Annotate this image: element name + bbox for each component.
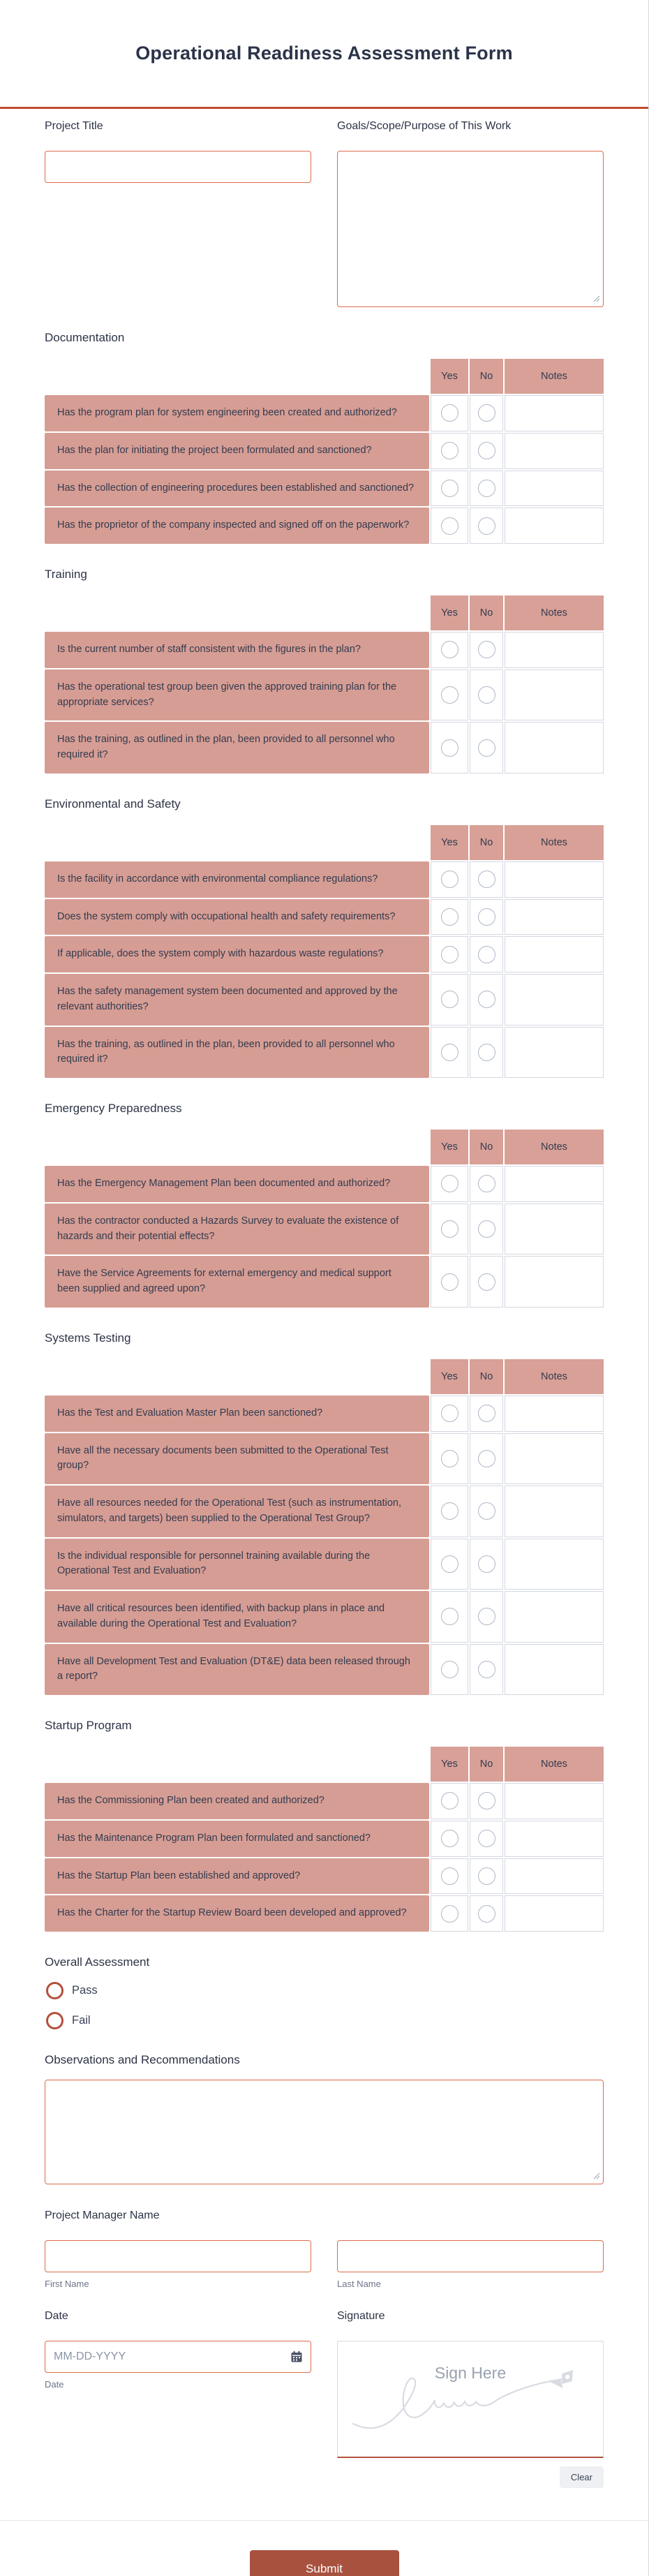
matrix-notes-cell (505, 1166, 604, 1202)
matrix-column-header: Yes (431, 595, 468, 630)
matrix-question-cell: Has the program plan for system engineering been created and authorized? (45, 395, 429, 431)
matrix-yes-cell[interactable] (431, 1486, 468, 1537)
matrix-column-header: Notes (505, 1359, 604, 1394)
matrix-notes-input[interactable] (505, 862, 603, 897)
matrix-notes-cell (505, 936, 604, 972)
assessment-radio[interactable] (46, 1982, 64, 1999)
matrix-no-cell[interactable] (470, 861, 503, 898)
overall-assessment-label: Overall Assessment (45, 1955, 150, 1969)
matrix-notes-cell (505, 1783, 604, 1819)
matrix-question-cell: Has the collection of engineering procedures been established and sanctioned? (45, 471, 429, 507)
matrix-notes-cell (505, 899, 604, 935)
matrix-no-radio[interactable] (478, 946, 495, 963)
matrix-question-cell: Has the plan for initiating the project been formulated and sanctioned? (45, 433, 429, 469)
matrix-corner (45, 1130, 429, 1164)
matrix-notes-cell (505, 974, 604, 1026)
project-manager-field (45, 2209, 604, 2289)
observations-label: Observations and Recommendations (45, 2053, 240, 2066)
matrix-notes-cell (505, 1027, 604, 1079)
top-fields-row (45, 120, 604, 307)
matrix-yes-cell[interactable] (431, 1858, 468, 1895)
matrix-notes-cell (505, 632, 604, 668)
matrix-yes-cell[interactable] (431, 1644, 468, 1696)
matrix-notes-cell (505, 1821, 604, 1857)
matrix-yes-radio[interactable] (441, 1608, 458, 1625)
matrix-yes-cell[interactable] (431, 861, 468, 898)
matrix-yes-cell[interactable] (431, 471, 468, 507)
matrix-no-radio[interactable] (478, 1175, 495, 1192)
matrix-no-radio[interactable] (478, 1044, 495, 1061)
last-name-field (337, 2240, 604, 2289)
matrix-notes-input[interactable] (505, 471, 603, 506)
goals-textarea[interactable] (337, 151, 604, 307)
matrix-notes-input[interactable] (505, 900, 603, 935)
matrix-column-header: No (470, 1130, 503, 1164)
matrix-yes-radio[interactable] (441, 1661, 458, 1678)
matrix-yes-radio[interactable] (441, 641, 458, 658)
matrix-no-cell[interactable] (470, 1204, 503, 1255)
date-sublabel: Date (45, 2379, 64, 2390)
matrix-notes-input[interactable] (505, 1204, 603, 1254)
matrix-no-radio[interactable] (478, 1220, 495, 1238)
matrix-yes-radio[interactable] (441, 1273, 458, 1291)
matrix-notes-input[interactable] (505, 723, 603, 773)
matrix-notes-input[interactable] (505, 434, 603, 468)
matrix-yes-cell[interactable] (431, 1821, 468, 1857)
matrix-question-cell: Has the Charter for the Startup Review Board been developed and approved? (45, 1895, 429, 1932)
date-signature-row (45, 2310, 604, 2488)
matrix-notes-input[interactable] (505, 670, 603, 720)
matrix-yes-cell[interactable] (431, 1895, 468, 1932)
matrix-no-cell[interactable] (470, 1858, 503, 1895)
matrix-notes-input[interactable] (505, 1784, 603, 1819)
matrix-no-radio[interactable] (478, 991, 495, 1008)
matrix-no-cell[interactable] (470, 1027, 503, 1079)
date-field (45, 2310, 311, 2488)
matrix-question-cell: Have all resources needed for the Operational Test (such as instrumentation, simulators, and targets) been supplied to the Operational Test Group? (45, 1486, 429, 1537)
matrix-column-header: Notes (505, 1130, 604, 1164)
matrix-question-cell: Does the system comply with occupational health and safety requirements? (45, 899, 429, 935)
matrix-no-radio[interactable] (478, 442, 495, 459)
matrix-yes-cell[interactable] (431, 899, 468, 935)
matrix-yes-radio[interactable] (441, 686, 458, 704)
matrix-yes-radio[interactable] (441, 1502, 458, 1520)
overall-assessment-options (45, 1982, 604, 2029)
matrix-yes-radio[interactable] (441, 1044, 458, 1061)
matrix-column-header: Yes (431, 1747, 468, 1782)
date-label: Date (45, 2310, 68, 2322)
submit-area (0, 2521, 648, 2576)
project-title-field (45, 120, 311, 307)
matrix-notes-cell (505, 1433, 604, 1485)
matrix-corner (45, 1359, 429, 1394)
matrix-question-cell: Has the Startup Plan been established and approved? (45, 1858, 429, 1895)
matrix-notes-input[interactable] (505, 937, 603, 972)
matrix-yes-radio[interactable] (441, 991, 458, 1008)
matrix-no-cell[interactable] (470, 1539, 503, 1590)
assessment-option-fail[interactable] (46, 2012, 604, 2029)
matrix-notes-cell (505, 669, 604, 721)
matrix-no-cell[interactable] (470, 1433, 503, 1485)
matrix-question-cell: Has the training, as outlined in the plan, been provided to all personnel who required it? (45, 722, 429, 773)
matrix-no-radio[interactable] (478, 1450, 495, 1467)
matrix-notes-input[interactable] (505, 1821, 603, 1856)
last-name-input[interactable] (337, 2240, 604, 2272)
section-heading: Emergency Preparedness (45, 1102, 182, 1115)
matrix-table (45, 825, 604, 1078)
matrix-notes-input[interactable] (505, 1167, 603, 1201)
matrix-notes-cell (505, 1895, 604, 1932)
matrix-column-header: No (470, 825, 503, 860)
matrix-question-cell: Has the operational test group been given the approved training plan for the appropriate services? (45, 669, 429, 721)
matrix-no-radio[interactable] (478, 641, 495, 658)
matrix-corner (45, 359, 429, 394)
matrix-no-cell[interactable] (470, 508, 503, 544)
first-name-input[interactable] (45, 2240, 311, 2272)
matrix-notes-cell (505, 722, 604, 773)
matrix-yes-radio[interactable] (441, 1175, 458, 1192)
matrix-no-radio[interactable] (478, 908, 495, 926)
matrix-yes-cell[interactable] (431, 1204, 468, 1255)
matrix-question-cell: If applicable, does the system comply with hazardous waste regulations? (45, 936, 429, 972)
matrix-yes-cell[interactable] (431, 974, 468, 1026)
project-title-label: Project Title (45, 120, 103, 132)
matrix-no-cell[interactable] (470, 471, 503, 507)
last-name-sublabel: Last Name (337, 2279, 381, 2289)
matrix-notes-input[interactable] (505, 1592, 603, 1642)
matrix-no-radio[interactable] (478, 1273, 495, 1291)
matrix-no-cell[interactable] (470, 1396, 503, 1432)
matrix-yes-radio[interactable] (441, 1555, 458, 1573)
matrix-no-cell[interactable] (470, 899, 503, 935)
signature-clear-button[interactable]: Clear (560, 2466, 604, 2488)
matrix-notes-input[interactable] (505, 1539, 603, 1590)
matrix-no-cell[interactable] (470, 1783, 503, 1819)
matrix-no-radio[interactable] (478, 686, 495, 704)
matrix-question-cell: Has the training, as outlined in the plan, been provided to all personnel who required it? (45, 1027, 429, 1079)
matrix-column-header: Yes (431, 359, 468, 394)
matrix-yes-cell[interactable] (431, 395, 468, 431)
matrix-no-cell[interactable] (470, 936, 503, 972)
matrix-column-header: Notes (505, 595, 604, 630)
matrix-notes-input[interactable] (505, 1486, 603, 1537)
matrix-column-header: Yes (431, 1359, 468, 1394)
matrix-no-cell[interactable] (470, 722, 503, 773)
matrix-column-header: Yes (431, 825, 468, 860)
matrix-table (45, 1359, 604, 1695)
matrix-no-cell[interactable] (470, 1256, 503, 1308)
matrix-question-cell: Has the Commissioning Plan been created and authorized? (45, 1783, 429, 1819)
matrix-notes-input[interactable] (505, 508, 603, 543)
matrix-yes-cell[interactable] (431, 433, 468, 469)
matrix-notes-cell (505, 1396, 604, 1432)
matrix-notes-cell (505, 508, 604, 544)
overall-assessment (45, 1955, 604, 2029)
matrix-yes-radio[interactable] (441, 1792, 458, 1809)
matrix-no-cell[interactable] (470, 1166, 503, 1202)
submit-button[interactable]: Submit (250, 2550, 399, 2576)
goals-field (337, 120, 604, 307)
matrix-question-cell: Have all critical resources been identified, with backup plans in place and available during the Operational Test and Evaluation? (45, 1591, 429, 1643)
assessment-option-label: Pass (72, 1984, 98, 1997)
matrix-yes-radio[interactable] (441, 404, 458, 422)
matrix-no-radio[interactable] (478, 1792, 495, 1809)
matrix-column-header: Notes (505, 1747, 604, 1782)
matrix-yes-radio[interactable] (441, 517, 458, 535)
matrix-notes-cell (505, 1858, 604, 1895)
matrix-no-radio[interactable] (478, 480, 495, 497)
signature-pad[interactable] (337, 2341, 604, 2458)
signature-placeholder-art (338, 2341, 603, 2457)
matrix-no-radio[interactable] (478, 517, 495, 535)
matrix-question-cell: Has the proprietor of the company inspected and signed off on the paperwork? (45, 508, 429, 544)
matrix-no-radio[interactable] (478, 1867, 495, 1885)
form-title: Operational Readiness Assessment Form (135, 43, 513, 64)
matrix-notes-input[interactable] (505, 1645, 603, 1695)
matrix-no-radio[interactable] (478, 1830, 495, 1847)
matrix-question-cell: Is the individual responsible for personnel training available during the Operational Test and Evaluation? (45, 1539, 429, 1590)
matrix-notes-input[interactable] (505, 1396, 603, 1431)
matrix-yes-cell[interactable] (431, 1256, 468, 1308)
section-heading: Training (45, 568, 87, 581)
matrix-yes-radio[interactable] (441, 908, 458, 926)
matrix-notes-input[interactable] (505, 1257, 603, 1307)
observations-textarea[interactable] (45, 2080, 604, 2184)
matrix-yes-radio[interactable] (441, 1405, 458, 1422)
project-manager-label: Project Manager Name (45, 2209, 160, 2221)
matrix-no-cell[interactable] (470, 1591, 503, 1643)
signature-field (337, 2310, 604, 2488)
matrix-notes-cell (505, 861, 604, 898)
matrix-yes-radio[interactable] (441, 480, 458, 497)
matrix-no-cell[interactable] (470, 669, 503, 721)
matrix-corner (45, 825, 429, 860)
matrix-column-header: No (470, 595, 503, 630)
matrix-column-header: Notes (505, 825, 604, 860)
section-heading: Environmental and Safety (45, 797, 181, 810)
matrix-corner (45, 1747, 429, 1782)
section-heading: Documentation (45, 331, 125, 344)
matrix-question-cell: Is the current number of staff consistent with the figures in the plan? (45, 632, 429, 668)
matrix-no-cell[interactable] (470, 974, 503, 1026)
matrix-notes-cell (505, 1486, 604, 1537)
matrix-no-cell[interactable] (470, 1644, 503, 1696)
matrix-notes-cell (505, 395, 604, 431)
section-heading: Systems Testing (45, 1331, 131, 1345)
matrix-column-header: No (470, 1747, 503, 1782)
date-input[interactable] (45, 2341, 311, 2373)
matrix-yes-radio[interactable] (441, 1450, 458, 1467)
matrix-notes-input[interactable] (505, 396, 603, 431)
matrix-notes-input[interactable] (505, 1434, 603, 1484)
matrix-notes-cell (505, 1539, 604, 1590)
matrix-table (45, 1130, 604, 1308)
matrix-notes-input[interactable] (505, 1859, 603, 1894)
matrix-no-radio[interactable] (478, 404, 495, 422)
matrix-yes-cell[interactable] (431, 1396, 468, 1432)
matrix-yes-radio[interactable] (441, 442, 458, 459)
matrix-yes-cell[interactable] (431, 1591, 468, 1643)
matrix-yes-cell[interactable] (431, 632, 468, 668)
matrix-no-radio[interactable] (478, 1661, 495, 1678)
matrix-column-header: No (470, 359, 503, 394)
matrix-notes-input[interactable] (505, 1028, 603, 1078)
matrix-yes-cell[interactable] (431, 1166, 468, 1202)
matrix-yes-cell[interactable] (431, 508, 468, 544)
matrix-question-cell: Has the Emergency Management Plan been documented and authorized? (45, 1166, 429, 1202)
matrix-notes-cell (505, 1644, 604, 1696)
matrix-notes-input[interactable] (505, 632, 603, 667)
assessment-option-pass[interactable] (46, 1982, 604, 1999)
matrix-question-cell: Has the Maintenance Program Plan been formulated and sanctioned? (45, 1821, 429, 1857)
matrix-question-cell: Have the Service Agreements for external emergency and medical support been supplied and agreed upon? (45, 1256, 429, 1308)
matrix-no-cell[interactable] (470, 1821, 503, 1857)
matrix-yes-cell[interactable] (431, 936, 468, 972)
matrix-no-radio[interactable] (478, 871, 495, 888)
matrix-notes-cell (505, 471, 604, 507)
first-name-sublabel: First Name (45, 2279, 89, 2289)
matrix-notes-cell (505, 1256, 604, 1308)
matrix-no-cell[interactable] (470, 1486, 503, 1537)
matrix-yes-cell[interactable] (431, 669, 468, 721)
matrix-corner (45, 595, 429, 630)
matrix-yes-cell[interactable] (431, 1433, 468, 1485)
matrix-notes-input[interactable] (505, 975, 603, 1025)
first-name-field (45, 2240, 311, 2289)
matrix-yes-radio[interactable] (441, 946, 458, 963)
matrix-no-radio[interactable] (478, 1608, 495, 1625)
matrix-no-radio[interactable] (478, 1555, 495, 1573)
matrix-yes-cell[interactable] (431, 1027, 468, 1079)
matrix-yes-radio[interactable] (441, 1905, 458, 1923)
signature-label: Signature (337, 2310, 385, 2322)
matrix-no-cell[interactable] (470, 632, 503, 668)
matrix-column-header: No (470, 1359, 503, 1394)
project-title-input[interactable] (45, 151, 311, 183)
matrix-notes-cell (505, 1591, 604, 1643)
matrix-yes-radio[interactable] (441, 1220, 458, 1238)
matrix-question-cell: Is the facility in accordance with environmental compliance regulations? (45, 861, 429, 898)
sign-here-text: Sign Here (434, 2364, 507, 2382)
matrix-table (45, 595, 604, 773)
matrix-notes-cell (505, 1204, 604, 1255)
matrix-yes-radio[interactable] (441, 739, 458, 757)
matrix-no-radio[interactable] (478, 1502, 495, 1520)
matrix-no-radio[interactable] (478, 1405, 495, 1422)
matrix-column-header: Notes (505, 359, 604, 394)
matrix-yes-radio[interactable] (441, 1830, 458, 1847)
matrix-sections (45, 331, 604, 1932)
matrix-column-header: Yes (431, 1130, 468, 1164)
matrix-table (45, 1747, 604, 1932)
matrix-no-cell[interactable] (470, 433, 503, 469)
matrix-notes-cell (505, 433, 604, 469)
matrix-no-radio[interactable] (478, 739, 495, 757)
matrix-no-cell[interactable] (470, 1895, 503, 1932)
goals-label: Goals/Scope/Purpose of This Work (337, 120, 512, 132)
form-content (0, 109, 648, 2488)
matrix-question-cell: Have all the necessary documents been submitted to the Operational Test group? (45, 1433, 429, 1485)
matrix-yes-radio[interactable] (441, 1867, 458, 1885)
matrix-yes-cell[interactable] (431, 1539, 468, 1590)
matrix-table (45, 359, 604, 544)
matrix-question-cell: Has the Test and Evaluation Master Plan been sanctioned? (45, 1396, 429, 1432)
assessment-radio[interactable] (46, 2012, 64, 2029)
matrix-yes-cell[interactable] (431, 722, 468, 773)
matrix-no-cell[interactable] (470, 395, 503, 431)
matrix-yes-cell[interactable] (431, 1783, 468, 1819)
matrix-question-cell: Has the safety management system been documented and approved by the relevant authorities? (45, 974, 429, 1026)
matrix-notes-input[interactable] (505, 1896, 603, 1931)
matrix-question-cell: Have all Development Test and Evaluation (DT&E) data been released through a report? (45, 1644, 429, 1696)
matrix-yes-radio[interactable] (441, 871, 458, 888)
matrix-question-cell: Has the contractor conducted a Hazards Survey to evaluate the existence of hazards and their potential effects? (45, 1204, 429, 1255)
assessment-option-label: Fail (72, 2014, 91, 2027)
observations-field (45, 2053, 604, 2184)
section-heading: Startup Program (45, 1719, 132, 1732)
matrix-no-radio[interactable] (478, 1905, 495, 1923)
form-header (0, 0, 648, 109)
